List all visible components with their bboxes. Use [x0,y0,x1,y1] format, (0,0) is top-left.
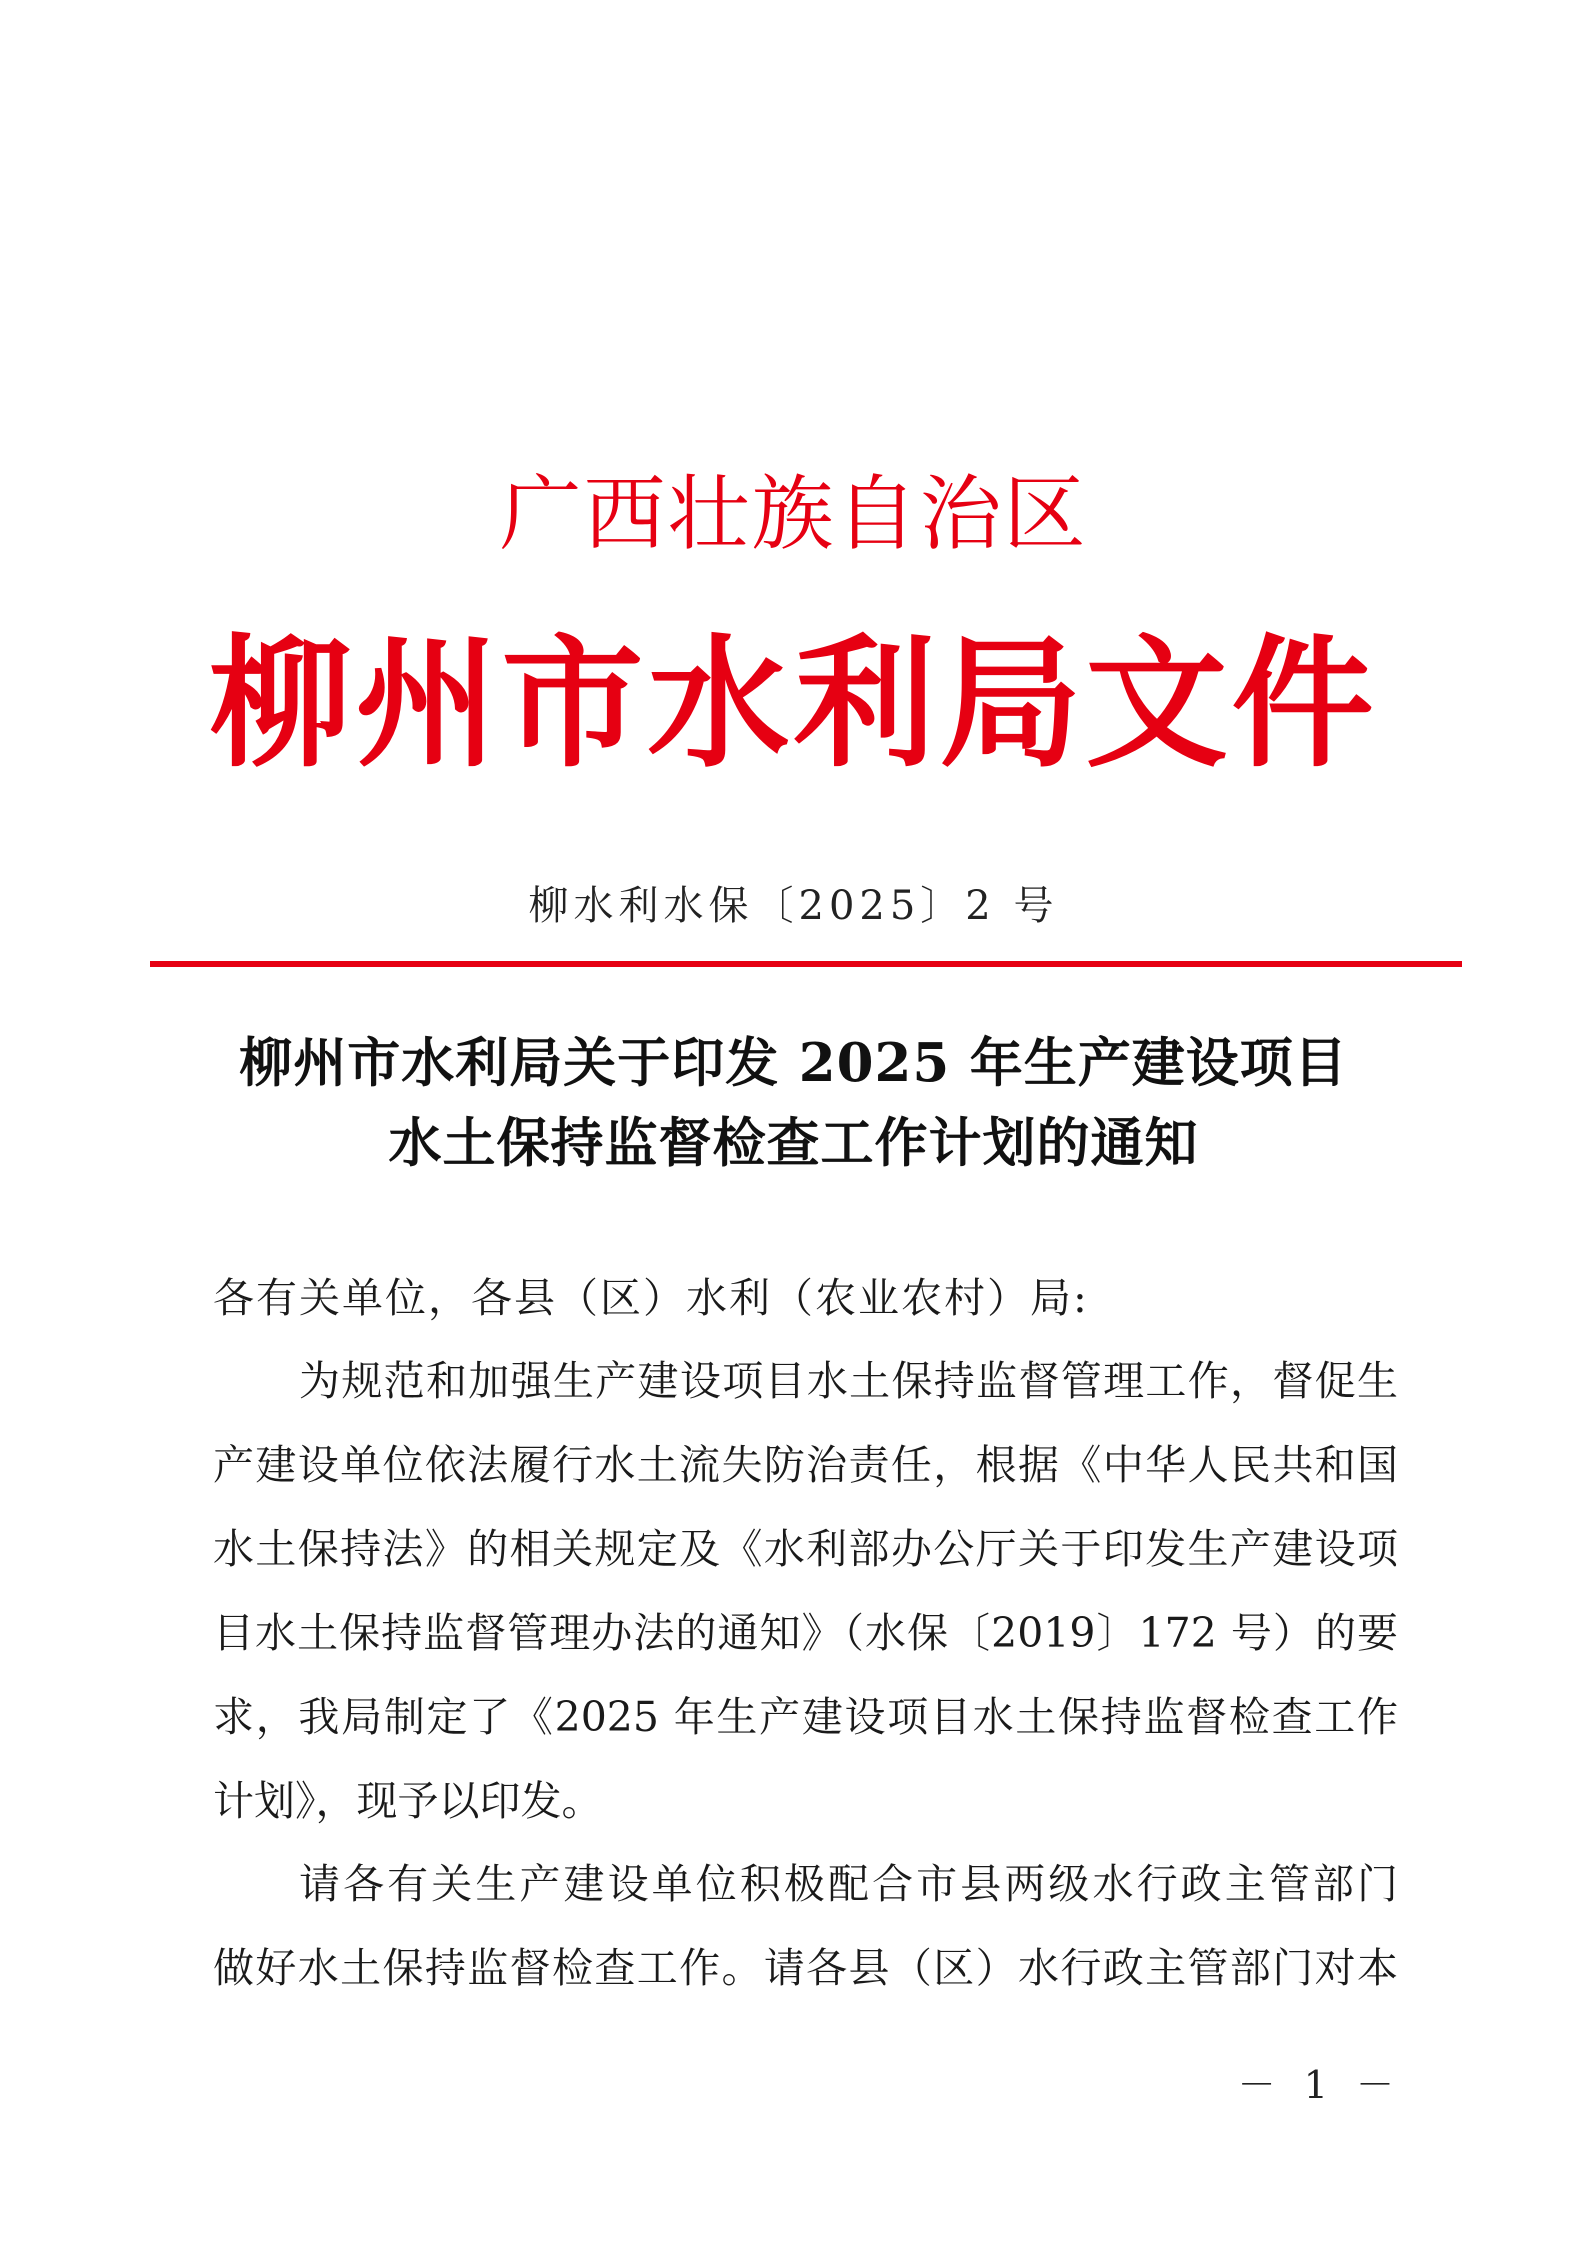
salutation: 各有关单位，各县（区）水利（农业农村）局: [213,1274,1089,1322]
paragraph-1-line: 目水土保持监督管理办法的通知》（水保〔2019〕172 号）的要 [213,1609,1398,1657]
paragraph-2 [213,1842,1398,2010]
paragraph-1-line: 水土保持法》的相关规定及《水利部办公厅关于印发生产建设项 [213,1525,1398,1573]
page-number: － 1 － [1237,2063,1402,2107]
paragraph-2-line: 请各有关生产建设单位积极配合市县两级水行政主管部门 [299,1860,1398,1908]
document-number: 柳水利水保〔2025〕2 号 [528,883,1059,929]
issuing-bureau-header: 柳州市水利局文件 [209,622,1378,787]
paragraph-1-line: 求，我局制定了《2025 年生产建设项目水土保持监督检查工作 [213,1693,1398,1741]
paragraph-2-line: 做好水土保持监督检查工作。请各县（区）水行政主管部门对本 [213,1944,1398,1992]
paragraph-1 [213,1339,1398,1843]
paragraph-1-line: 产建设单位依法履行水土流失防治责任，根据《中华人民共和国 [213,1441,1398,1489]
red-divider-line [150,961,1462,967]
paragraph-1-line: 为规范和加强生产建设项目水土保持监督管理工作，督促生 [299,1357,1398,1405]
paragraph-1-line: 计划》，现予以印发。 [213,1777,603,1825]
document-title-line-1: 柳州市水利局关于印发 2025 年生产建设项目 [239,1032,1348,1094]
issuing-region: 广西壮族自治区 [499,467,1088,562]
document-title-line-2: 水土保持监督检查工作计划的通知 [388,1112,1199,1174]
